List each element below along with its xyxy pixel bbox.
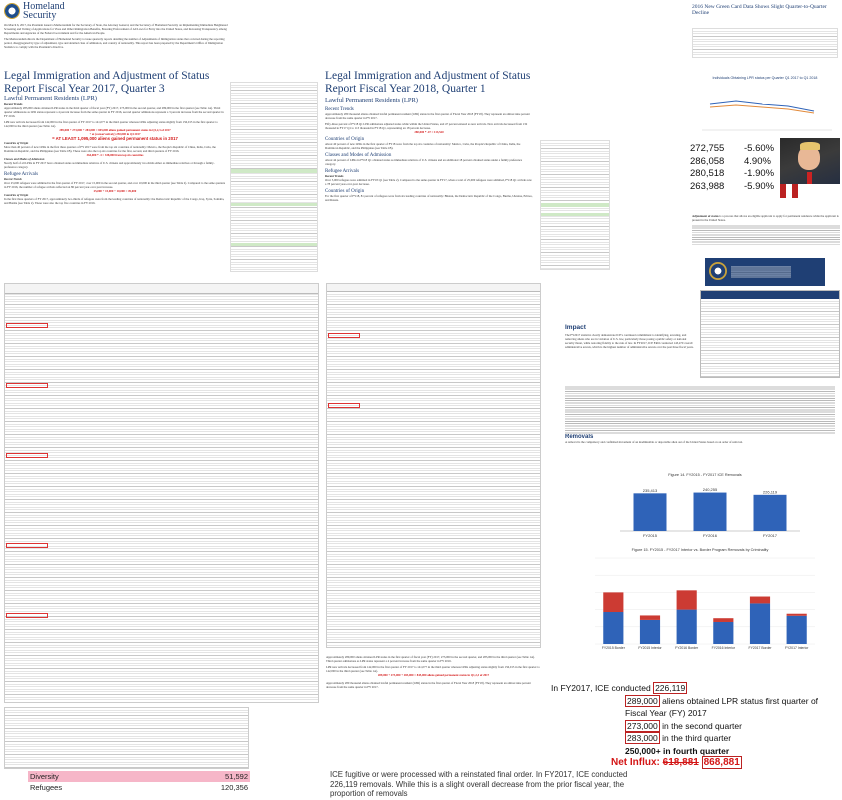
callout-line1-value: 289,000	[627, 695, 658, 706]
countries-2018-paragraph: About 40 percent of new LPRs in the first quarter of FY18 were from the top six countries of nationality: Mexico, Cuba, the People's Republic of China, India, the Dominican Republic, and the Philippines (see Table 1B).	[325, 142, 521, 150]
q1-2018-sum: 280,000 * .47 = 113,520	[414, 130, 444, 134]
dhs-header	[4, 2, 229, 66]
refugee-countries-heading: Countries of Origin	[4, 193, 29, 197]
removals-heading: Removals	[565, 434, 594, 440]
countries-2018-heading: Countries of Origin	[325, 137, 365, 142]
bottom-caption: ICE fugitive or were processed with a reinstated final order. In FY2017, ICE conducted 226,119 removals. While this is a slight overall decrease from the prior fiscal year, the proportion of removals	[330, 770, 628, 798]
q3-sum-line: 289,000 + 273,000 + 283,000 = 845,000 aliens gained permanent status in Q1,2,3 of 2017	[59, 128, 171, 132]
photo-flag	[780, 184, 840, 198]
classes-2018-paragraph: About 44 percent of LPRs in FY18 Q1 obtained status as immediate relatives of U.S. citizens and an additional 18 percent obtained status under a family preference category.	[325, 158, 523, 166]
table-2-thumbnail	[4, 707, 249, 769]
fig14-bar	[694, 493, 727, 531]
fig15-title: Figure 15. FY2015 - FY2017 Interior vs. Border Program Removals by Criminality	[631, 548, 769, 552]
callout-line2-value: 273,000	[627, 720, 658, 731]
removals-paragraph: A removal is the compulsory and confirmed movement of an inadmissible or deportable alien out of the United States based on an order of removal.	[565, 440, 743, 444]
fig14-tick-label: FY2016	[702, 533, 718, 538]
classes-heading: Classes and Modes of Admission	[4, 157, 45, 161]
refugee-paragraph: Over 25,000 refugees were admitted in the first quarter of FY 2017, over 15,000 in the second quarter, and over 10,000 in the third quarter (see Table 2). Compared to the same quarters in FY 2016, the number of refugee arrivals reflected an 86 percent year-over-year increase.	[4, 181, 226, 189]
q3-paragraph-1: Approximately 283,000 aliens obtained LPR status in the third quarter of fiscal year (FY) 2017, 273,000 in the second quarter, and 289,000 in the first quarter (see Table 1A). Third quarter admissions as LPR status represent a 4 percent increase from the same quarter in FY 2016, second quarter admissions represent a 3 percent decrease from the second quarter in FY 2016.	[4, 106, 224, 118]
countries-heading: Countries of Origin	[4, 141, 29, 145]
fig15-chart	[565, 548, 835, 660]
removals-section	[565, 434, 835, 472]
pct-change-list	[690, 143, 774, 193]
callout-line3-value: 283,000	[627, 733, 658, 743]
intro-paragraph-2: The Memorandum directs the Department of Homeland Security to issue quarterly reports detailing the number of Adjustments of Immigration status that occurred during the reporting period, disaggregated by type of adjustment, type and detailed class of admission, and country of nationality. This report has been prepared by the Department's Office of Immigration Statistics to comply with the President's directive.	[4, 37, 225, 49]
lpr-line-chart	[692, 80, 838, 140]
fig15-bar-segment	[713, 618, 733, 622]
report-fy2017-q3	[4, 70, 226, 270]
dhs-seal-icon	[4, 3, 20, 19]
article-table	[692, 28, 838, 58]
report-bottom-text	[326, 655, 541, 760]
pct-change: -5.90%	[744, 180, 775, 192]
callout-ice-count: 226,119	[655, 683, 686, 693]
q3-total-line: = AT LEAST 1,095,000 aliens gained permanent status in 2017	[52, 136, 178, 141]
callout-line2-text: in the second quarter	[662, 720, 742, 731]
fig15-bar-segment	[713, 622, 733, 644]
uscis-text	[692, 214, 840, 254]
diversity-label: Diversity	[30, 772, 59, 781]
fig14-bar	[634, 493, 667, 531]
fig15-tick-label: FY2017 Interior	[784, 646, 809, 650]
refugees-value: 120,356	[220, 783, 248, 792]
fig14-bar	[754, 495, 787, 531]
refugees-label: Refugees	[30, 783, 63, 792]
recent-trends-2018-heading: Recent Trends	[325, 107, 354, 112]
impact-more-text	[565, 385, 835, 435]
pct-row	[690, 181, 774, 194]
president-photo	[780, 138, 840, 198]
refugee-countries-paragraph: In the first three quarters of FY 2017, approximately two-thirds of refugees were from the leading countries of nationality: the Democratic Republic of the Congo, Iraq, Syria, Somalia, and Burma (see Table 2). These were also the top five countries in FY 2016.	[4, 197, 225, 205]
fig15-bar-segment	[787, 614, 807, 616]
fig15-bar-segment	[640, 620, 660, 644]
fig15-bar-segment	[787, 616, 807, 644]
table-2018-thumbnail	[540, 140, 610, 270]
callout-line1-text: aliens obtained LPR status first quarter of Fiscal Year (FY) 2017	[625, 695, 819, 718]
net-influx-new: 868,881	[703, 757, 740, 768]
fig14-data-label: 240,255	[702, 487, 718, 493]
net-influx	[551, 757, 841, 770]
table-1a-thumbnail	[230, 82, 318, 272]
q1-2018-paragraph-2: Fifty-three percent of FY18 Q1 LPR admissions adjusted status while within the United States, and 47 percent entered as new arrivals. New arrivals decreased from 132 thousand in FY17 Q1 to 113 thousand in FY18 Q1, representing an 18 percent decrease.	[325, 122, 528, 130]
section-2018-title: Lawful Permanent Residents (LPR)	[325, 97, 418, 104]
uscis-body-lines	[692, 224, 840, 246]
fig14-chart	[580, 473, 830, 545]
line-chart-series-2	[710, 105, 814, 113]
fig14-tick-label: FY2017	[762, 533, 778, 538]
line-chart-subtitle: Individuals Obtaining LPR status per Quarter Q1 2017 to Q1 2018	[712, 76, 818, 80]
report-fy2018-q1	[325, 70, 533, 260]
bottom-paragraph-3: Approximately 280 thousand aliens obtained lawful permanent resident (LPR) status in the first quarter of Fiscal Year 2018 (FY18). They represent an almost nine percent decrease from the same quarter in FY 2017.	[326, 681, 531, 689]
fig15-svg	[565, 552, 835, 656]
pct-value: 263,988	[690, 180, 725, 192]
lpr-callout	[551, 682, 841, 770]
diversity-value: 51,592	[225, 772, 248, 781]
diversity-refugees-table	[28, 771, 250, 797]
net-influx-old: 618,881	[662, 757, 699, 768]
fig15-tick-label: FY2016 Interior	[711, 646, 736, 650]
refugee-2018-countries: For the first quarter of FY18, 81 percent of refugees were from six leading countries of nationality: Bhutan, the Democratic Republic of the Congo, Burma, Ukraine, Eritrea, and Russia.	[325, 194, 533, 202]
callout-line-4: 250,000+ in fourth quarter	[625, 745, 730, 756]
callout-line3-text: in the third quarter	[662, 733, 732, 743]
fig15-bar-segment	[640, 615, 660, 619]
dhs-wordmark	[23, 2, 65, 20]
q3-sum-line-2: + at (conservatively) 250,000 in Q4 2017	[89, 132, 141, 136]
fig15-bar-segment	[677, 590, 697, 609]
report-2018-title-line2: Report Fiscal Year 2018, Quarter 1	[325, 82, 486, 95]
q3-paragraph-2: LPR new arrivals decreased from 142,000 in the first quarter of FY 2017 to 141,077 in the third quarter whereas LPRs adjusting status slightly from 156,015 in the first quarter to 142,000 in the third quarter (see Table 1A).	[4, 120, 218, 128]
agency-line1: Homeland	[23, 2, 65, 12]
refugee-heading: Refugee Arrivals	[4, 172, 39, 177]
countries-sum: 364,000 * .4 = 338,000 from top six countries	[86, 153, 144, 157]
bottom-paragraph-2: LPR new arrivals decreased from 142,000 in the first quarter of FY 2017 to 141,077 in the third quarter whereas LPRs adjusting status slightly from 156,015 in the first quarter to 142,000 in the third quarter (see Table 1A).	[326, 665, 540, 673]
classes-paragraph: Nearly half of all LPRs in FY 2017 have obtained status as immediate relatives of U.S. citizens and approximately two-thirds either as immediate relatives or through a family-preference category.	[4, 161, 215, 169]
impact-heading: Impact	[565, 324, 586, 331]
pct-value: 280,518	[690, 168, 725, 179]
uscis-heading: Adjustment of status	[692, 214, 719, 218]
article-title-2: Decline	[692, 10, 710, 16]
classes-2018-heading: Classes and Modes of Admission	[325, 153, 392, 158]
section-title: Lawful Permanent Residents (LPR)	[4, 95, 97, 102]
article-title-1: 2016 New Green Card Data Shows Slight Quarter-to-Quarter	[692, 4, 827, 10]
pct-row	[690, 168, 774, 181]
refugee-trends-heading: Recent Trends	[4, 177, 22, 181]
uscis-wordmark-lines	[731, 266, 791, 278]
pct-change: -5.60%	[744, 143, 775, 154]
refugee-2018-heading: Refugee Arrivals	[325, 169, 360, 174]
table-1b-left	[4, 283, 319, 703]
uscis-paragraph: is a process that allows an eligible applicant to apply for permanent residence while the applicant is present in the United States.	[692, 214, 839, 222]
refugee-2018-paragraph: Over 5,000 refugees were admitted in FY18 Q1 (see Table 2). Compared to the same quarter in FY17, when a total of 25,000 refugees were admitted, FY18 Q1 arrivals saw a 78 percent year-over-year decrease.	[325, 178, 532, 186]
callout-line-2	[551, 720, 841, 733]
report-title-line2: Report Fiscal Year 2017, Quarter 3	[4, 82, 165, 95]
recent-trends-heading: Recent Trends	[4, 102, 23, 106]
pct-change: 4.90%	[744, 155, 771, 167]
countries-paragraph: More than 40 percent of new LPRs in the first three quarters of FY 2017 were from the top six countries of nationality: Mexico, the People's Republic of China, India, Cuba, the Dominican Republic, and the Philippines (see Table 1B). These were also the top six countries for the first, second, and third quarters of FY 2016.	[4, 145, 216, 153]
callout-ice-line	[551, 682, 841, 695]
fig15-bar-segment	[750, 603, 770, 644]
bottom-sum-line: 289,000 + 273,000 + 283,000 = 845,000 aliens gained permanent status in Q1,2,3 of 2017	[377, 673, 490, 677]
agency-line2: Security	[23, 10, 57, 21]
photo-hair	[800, 142, 820, 150]
fig15-tick-label: FY2015 Border	[601, 646, 625, 650]
fig14-title: Figure 14. FY2015 - FY2017 ICE Removals	[668, 473, 742, 477]
callout-fy-prefix: In FY2017, ICE conducted	[551, 683, 651, 693]
uscis-form	[700, 290, 840, 378]
fig15-bar-segment	[603, 612, 623, 644]
callout-line-3	[551, 732, 841, 745]
pct-row	[690, 156, 774, 169]
table-2018-center	[326, 283, 541, 648]
fig15-bar-segment	[750, 597, 770, 604]
pct-row	[690, 143, 774, 156]
uscis-logo	[705, 258, 825, 286]
green-card-article	[692, 4, 838, 74]
impact-paragraph: The FY2017 statistics clearly demonstrate ICE's continued commitment to identifying, arresting, and removing aliens who are in violation of U.S. law, particularly those posing a public safety or national security threat, while restoring fidelity to the rule of law. In FY2017, ICE ERO conducted 143,470 overall administrative arrests, which is the highest number of administrative arrests over the past three fiscal years.	[565, 333, 694, 349]
intro-paragraph-1: On March 6, 2017, the President issued a Memorandum for the Secretary of State, the Attorney General, and the Secretary of Homeland Security on Implementing Immediate Heightened Screening and Vetting of Applications for Visas and Other Immigration Benefits, Ensuring Enforcement of All Laws for Entry into the United States, and Increasing Transparency among Departments and Agencies of the Federal Government and for the American People.	[4, 23, 228, 35]
fig14-data-label: 235,413	[642, 487, 658, 493]
fig15-bar-segment	[677, 610, 697, 644]
fig15-tick-label: FY2017 Border	[748, 646, 772, 650]
impact-body-lines	[565, 385, 835, 435]
fig15-bar-segment	[603, 592, 623, 612]
pct-value: 286,058	[690, 155, 725, 167]
refugee-2018-trends: Recent Trends	[325, 174, 344, 178]
fig15-tick-label: FY2015 Interior	[638, 646, 662, 650]
bottom-paragraph-1: Approximately 289,000 aliens obtained LPR status in the first quarter of fiscal year (FY) 2017, 273,000 in the second quarter, and 283,000 in the third quarter (see Table 1A). Third quarter admissions as LPR status represent a 4 percent increase from the same quarter in FY 2016.	[326, 655, 535, 663]
fig15-tick-label: FY2016 Border	[675, 646, 699, 650]
pct-change: -1.90%	[744, 168, 775, 179]
refugee-sum: 25,000 + 15,000 + 10,000 = 49,000	[93, 189, 137, 193]
net-influx-label: Net Influx:	[611, 757, 660, 768]
report-2018-title-line1: Legal Immigration and Adjustment of Status	[325, 70, 531, 82]
refugee-2018-countries-heading: Countries of Origin	[325, 189, 365, 194]
diversity-row	[28, 771, 250, 782]
callout-line-1	[551, 695, 841, 720]
pct-value: 272,755	[690, 143, 725, 154]
fig14-data-label: 226,119	[762, 489, 778, 495]
refugees-row	[28, 782, 250, 793]
q1-2018-paragraph-1: Approximately 280 thousand aliens obtained lawful permanent resident (LPR) status in the first quarter of Fiscal Year 2018 (FY18). They represent an almost nine percent decrease from the same quarter in FY 2017.	[325, 112, 530, 120]
fig14-svg	[580, 477, 830, 541]
uscis-seal-icon	[709, 262, 727, 280]
lpr-line-chart-panel	[692, 76, 838, 144]
report-title-line1: Legal Immigration and Adjustment of Status	[4, 70, 210, 82]
fig14-tick-label: FY2015	[642, 533, 658, 538]
